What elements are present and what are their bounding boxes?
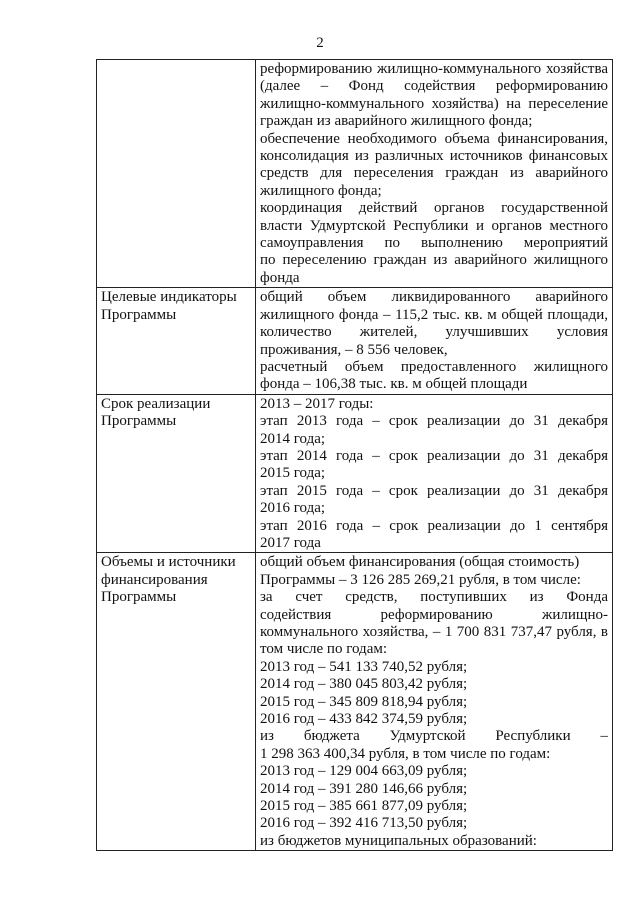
value-line: общий объем финансирования (общая стоимость) — [260, 554, 580, 571]
value-line: 2013 год – 129 004 663,09 рубля; — [260, 763, 468, 780]
value-line: этап 2013 года – срок реализации до 31 декабря — [260, 413, 608, 430]
program-passport-table — [96, 59, 613, 851]
value-line: том числе по годам: — [260, 641, 388, 658]
value-line: 2016 года; — [260, 500, 326, 517]
row-value-cell — [256, 288, 613, 394]
row-value — [256, 60, 612, 287]
value-line: средств для переселения граждан из аварийного — [260, 165, 608, 182]
value-line: жилищного фонда; — [260, 182, 382, 199]
value-line: Программы – 3 126 285 269,21 рубля, в том числе: — [260, 571, 581, 588]
value-line: 1 298 363 400,34 рубля, в том числе по годам: — [260, 745, 551, 762]
page-number: 2 — [316, 35, 324, 51]
value-line: по переселению граждан из аварийного жилищного — [260, 252, 608, 269]
value-line: 2015 года; — [260, 465, 326, 482]
value-line: этап 2016 года – срок реализации до 1 сентября — [260, 517, 608, 534]
value-line: самоуправления по выполнению мероприятий — [260, 235, 608, 252]
value-line: 2016 год – 433 842 374,59 рубля; — [260, 711, 468, 728]
value-line: фонда — [260, 269, 300, 286]
table-row — [97, 394, 613, 553]
value-line: 2014 год – 391 280 146,66 рубля; — [260, 780, 468, 797]
value-line: 2016 год – 392 416 713,50 рубля; — [260, 815, 468, 832]
label-line: Программы — [101, 306, 177, 323]
value-line: 2017 года — [260, 534, 321, 551]
table-row — [97, 553, 613, 851]
label-line: Объемы и источники — [101, 554, 236, 571]
row-label-cell — [97, 60, 256, 288]
row-label — [97, 60, 255, 61]
value-line: 2015 год – 345 809 818,94 рубля; — [260, 693, 468, 710]
label-line: Срок реализации — [101, 395, 211, 412]
value-line: проживания, – 8 556 человек, — [260, 341, 448, 358]
row-label — [97, 553, 255, 606]
row-label-cell — [97, 288, 256, 394]
row-value-cell — [256, 60, 613, 288]
row-value-cell — [256, 394, 613, 553]
value-line: 2014 года; — [260, 430, 326, 447]
row-value-cell — [256, 553, 613, 851]
row-label-cell — [97, 553, 256, 851]
value-line: 2013 – 2017 годы: — [260, 395, 374, 412]
row-label — [97, 395, 255, 431]
value-line: (далее – Фонд содействия реформированию — [260, 78, 608, 95]
value-line: этап 2015 года – срок реализации до 31 декабря — [260, 482, 608, 499]
label-line: Программы — [101, 413, 177, 430]
value-line: из бюджета Удмуртской Республики – — [260, 728, 608, 745]
value-line: координация действий органов государственной — [260, 200, 608, 217]
table-body — [97, 60, 613, 851]
table-row — [97, 288, 613, 394]
row-value — [256, 553, 612, 850]
row-value — [256, 395, 612, 553]
value-line: 2015 год – 385 661 877,09 рубля; — [260, 798, 468, 815]
value-line: консолидация из различных источников финансовых — [260, 148, 608, 165]
row-label — [97, 288, 255, 324]
value-line: обеспечение необходимого объема финансирования, — [260, 130, 608, 147]
label-line: Целевые индикаторы — [101, 289, 237, 306]
row-label-cell — [97, 394, 256, 553]
value-line: за счет средств, поступивших из Фонда — [260, 589, 608, 606]
value-line: общий объем ликвидированного аварийного — [260, 289, 608, 306]
value-line: содействия реформированию жилищно- — [260, 606, 608, 623]
value-line: власти Удмуртской Республики и органов местного — [260, 217, 608, 234]
value-line: граждан из аварийного жилищного фонда; — [260, 113, 533, 130]
value-line: из бюджетов муниципальных образований: — [260, 832, 537, 849]
value-line: фонда – 106,38 тыс. кв. м общей площади — [260, 376, 528, 393]
value-line: жилищно-коммунального хозяйства) на переселение — [260, 95, 608, 112]
label-line: финансирования — [101, 571, 208, 588]
value-line: количество жителей, улучшивших условия — [260, 324, 608, 341]
table-row — [97, 60, 613, 288]
value-line: реформированию жилищно-коммунального хозяйства — [260, 61, 608, 77]
value-line: 2014 год – 380 045 803,42 рубля; — [260, 676, 468, 693]
value-line: расчетный объем предоставленного жилищного — [260, 358, 608, 375]
value-line: 2013 год – 541 133 740,52 рубля; — [260, 658, 468, 675]
row-value — [256, 288, 612, 393]
value-line: жилищного фонда – 115,2 тыс. кв. м общей площади, — [260, 306, 608, 323]
value-line: коммунального хозяйства, – 1 700 831 737,47 рубля, в — [260, 624, 608, 640]
value-line: этап 2014 года – срок реализации до 31 декабря — [260, 447, 608, 464]
label-line: Программы — [101, 589, 177, 606]
